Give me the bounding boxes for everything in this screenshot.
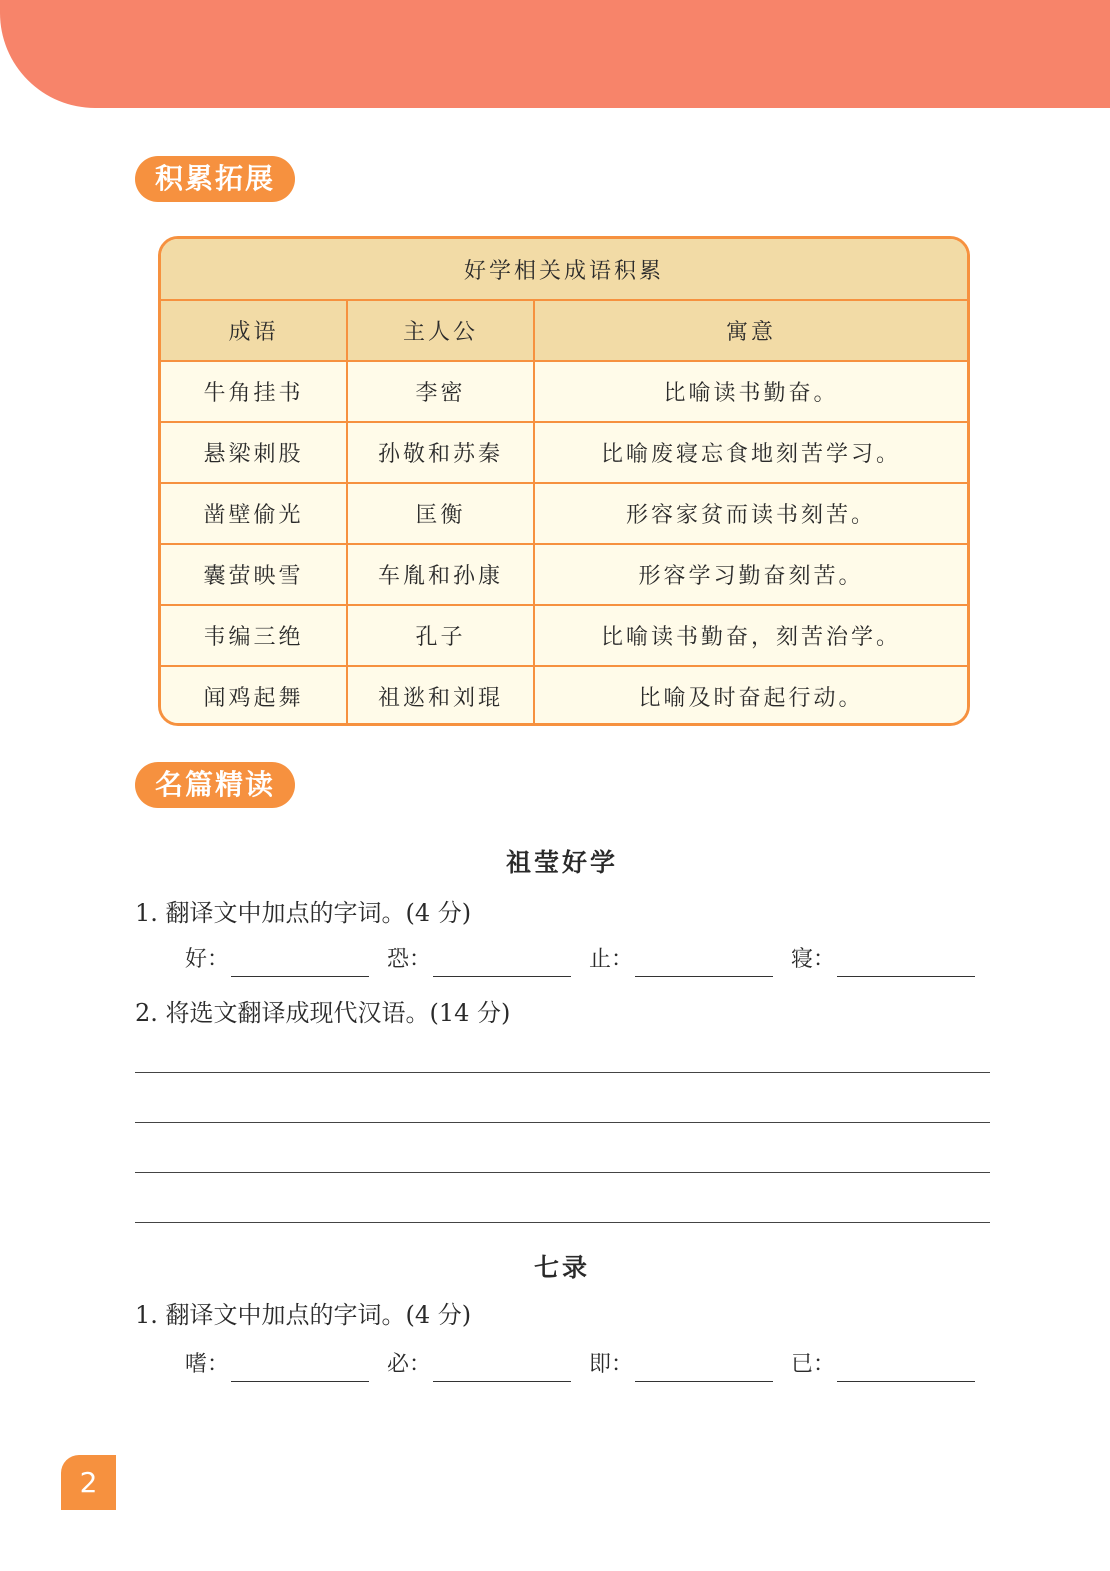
blank-field[interactable] [589, 943, 773, 977]
meaning-cell: 比喻读书勤奋，刻苦治学。 [534, 605, 967, 666]
idiom-table [161, 239, 967, 726]
meaning-cell: 形容学习勤奋刻苦。 [534, 544, 967, 605]
meaning-cell: 比喻及时奋起行动。 [534, 666, 967, 726]
answer-underline[interactable] [635, 1351, 773, 1382]
blank-label: 寝： [791, 947, 836, 972]
table-row [161, 544, 967, 605]
protagonist-cell: 祖逖和刘琨 [347, 666, 534, 726]
blank-field[interactable] [791, 943, 975, 977]
blank-label: 必： [387, 1352, 432, 1377]
question-translate-words: 1. 翻译文中加点的字词。(4 分) [135, 1301, 472, 1329]
answer-underline[interactable] [231, 946, 369, 977]
page-number: 2 [61, 1455, 116, 1510]
protagonist-cell: 孔子 [347, 605, 534, 666]
blank-label: 恐： [387, 947, 432, 972]
table-row [161, 605, 967, 666]
blank-label: 即： [589, 1352, 634, 1377]
meaning-cell: 比喻废寝忘食地刻苦学习。 [534, 422, 967, 483]
top-decor-band [0, 0, 1110, 108]
answer-underline[interactable] [635, 946, 773, 977]
word-blanks-row [185, 943, 975, 977]
blank-field[interactable] [185, 943, 369, 977]
idiom-cell: 悬梁刺股 [161, 422, 347, 483]
meaning-cell: 比喻读书勤奋。 [534, 361, 967, 422]
column-header-meaning: 寓意 [534, 300, 967, 361]
meaning-cell: 形容家贫而读书刻苦。 [534, 483, 967, 544]
question-translate-passage: 2. 将选文翻译成现代汉语。(14 分) [135, 999, 511, 1027]
article-title-zuying: 祖莹好学 [505, 848, 618, 877]
table-row [161, 666, 967, 726]
section-title-accumulation: 积累拓展 [135, 156, 295, 202]
table-row [161, 483, 967, 544]
answer-line[interactable] [135, 1122, 990, 1123]
idiom-cell: 韦编三绝 [161, 605, 347, 666]
protagonist-cell: 匡衡 [347, 483, 534, 544]
idiom-cell: 囊萤映雪 [161, 544, 347, 605]
protagonist-cell: 李密 [347, 361, 534, 422]
answer-line[interactable] [135, 1172, 990, 1173]
blank-field[interactable] [589, 1348, 773, 1382]
blank-field[interactable] [387, 1348, 571, 1382]
idiom-cell: 牛角挂书 [161, 361, 347, 422]
column-header-protagonist: 主人公 [347, 300, 534, 361]
answer-underline[interactable] [433, 946, 571, 977]
protagonist-cell: 车胤和孙康 [347, 544, 534, 605]
blank-field[interactable] [185, 1348, 369, 1382]
column-header-idiom: 成语 [161, 300, 347, 361]
table-row [161, 422, 967, 483]
idiom-table-frame [158, 236, 970, 726]
protagonist-cell: 孙敬和苏秦 [347, 422, 534, 483]
blank-field[interactable] [387, 943, 571, 977]
table-row [161, 361, 967, 422]
blank-label: 嗜： [185, 1352, 230, 1377]
blank-label: 止： [589, 947, 634, 972]
section-title-reading: 名篇精读 [135, 762, 295, 808]
answer-line[interactable] [135, 1072, 990, 1073]
blank-label: 好： [185, 947, 230, 972]
answer-underline[interactable] [837, 946, 975, 977]
answer-line[interactable] [135, 1222, 990, 1223]
table-caption: 好学相关成语积累 [161, 239, 967, 300]
answer-underline[interactable] [433, 1351, 571, 1382]
idiom-cell: 闻鸡起舞 [161, 666, 347, 726]
idiom-cell: 凿壁偷光 [161, 483, 347, 544]
article-title-qilu: 七录 [533, 1253, 590, 1282]
blank-label: 已： [791, 1352, 836, 1377]
question-translate-words: 1. 翻译文中加点的字词。(4 分) [135, 899, 472, 927]
word-blanks-row [185, 1348, 975, 1382]
answer-underline[interactable] [837, 1351, 975, 1382]
blank-field[interactable] [791, 1348, 975, 1382]
answer-underline[interactable] [231, 1351, 369, 1382]
